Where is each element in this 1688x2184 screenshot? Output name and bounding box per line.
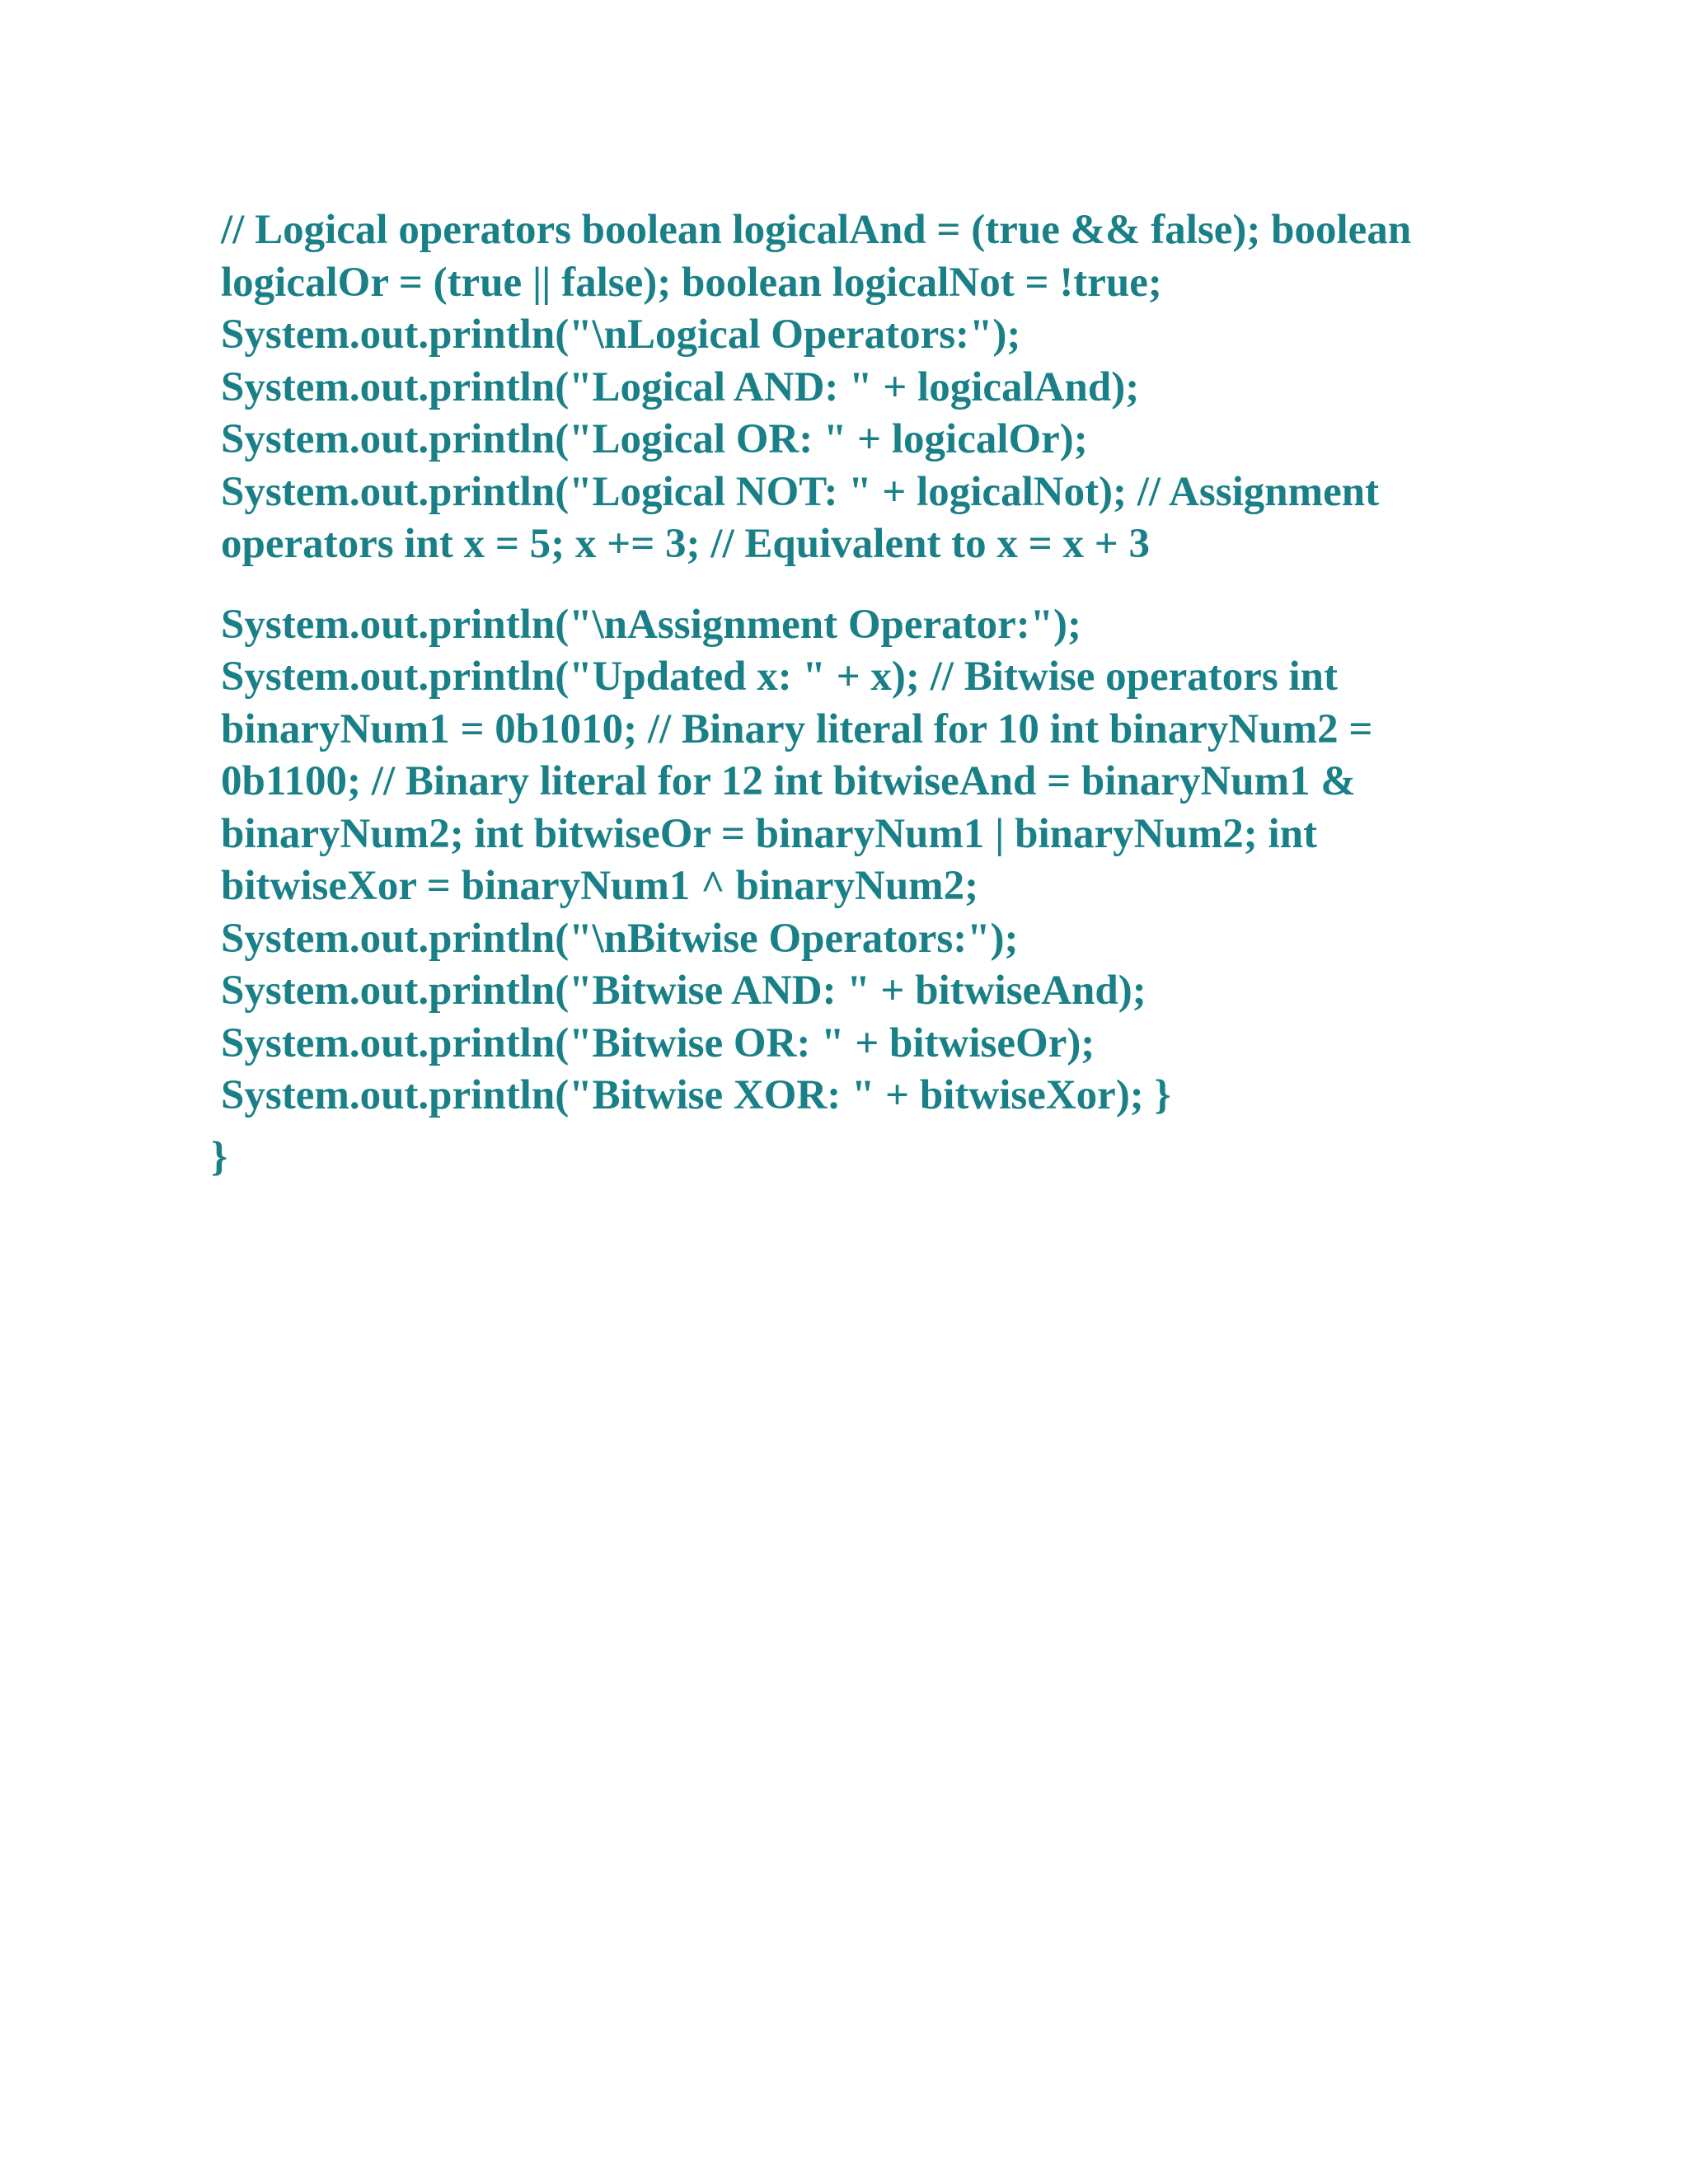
closing-brace: } [211, 1134, 228, 1180]
code-line: System.out.println("Bitwise OR: " + bitwiseOr); [221, 1019, 1095, 1066]
code-line: binaryNum2; int bitwiseOr = binaryNum1 | binaryNum2; int [221, 810, 1318, 857]
code-line: binaryNum1 = 0b1010; // Binary literal for 10 int binaryNum2 = [221, 705, 1373, 752]
code-line: System.out.println("Logical NOT: " + logicalNot); // Assignment [221, 468, 1380, 515]
code-line: System.out.println("Bitwise XOR: " + bitwiseXor); } [221, 1072, 1171, 1118]
code-line: System.out.println("\nAssignment Operator:"); [221, 601, 1082, 648]
code-line: System.out.println("Logical OR: " + logicalOr); [221, 416, 1088, 462]
code-text-block [221, 204, 1507, 1122]
code-line: bitwiseXor = binaryNum1 ^ binaryNum2; [221, 863, 979, 909]
code-line: System.out.println("Updated x: " + x); // Bitwise operators int [221, 654, 1338, 700]
code-line: System.out.println("Logical AND: " + logicalAnd); [221, 363, 1140, 410]
paragraph-gap [221, 571, 1507, 599]
code-line: operators int x = 5; x += 3; // Equivalent to x = x + 3 [221, 521, 1151, 567]
code-line: logicalOr = (true || false); boolean logicalNot = !true; [221, 259, 1162, 306]
code-line: System.out.println("\nBitwise Operators:"); [221, 915, 1019, 962]
code-line: System.out.println("Bitwise AND: " + bitwiseAnd); [221, 968, 1146, 1014]
code-line: 0b1100; // Binary literal for 12 int bitwiseAnd = binaryNum1 & [221, 758, 1356, 804]
code-line: System.out.println("\nLogical Operators:"); [221, 312, 1021, 358]
code-line: // Logical operators boolean logicalAnd = (true && false); boolean [221, 207, 1412, 253]
